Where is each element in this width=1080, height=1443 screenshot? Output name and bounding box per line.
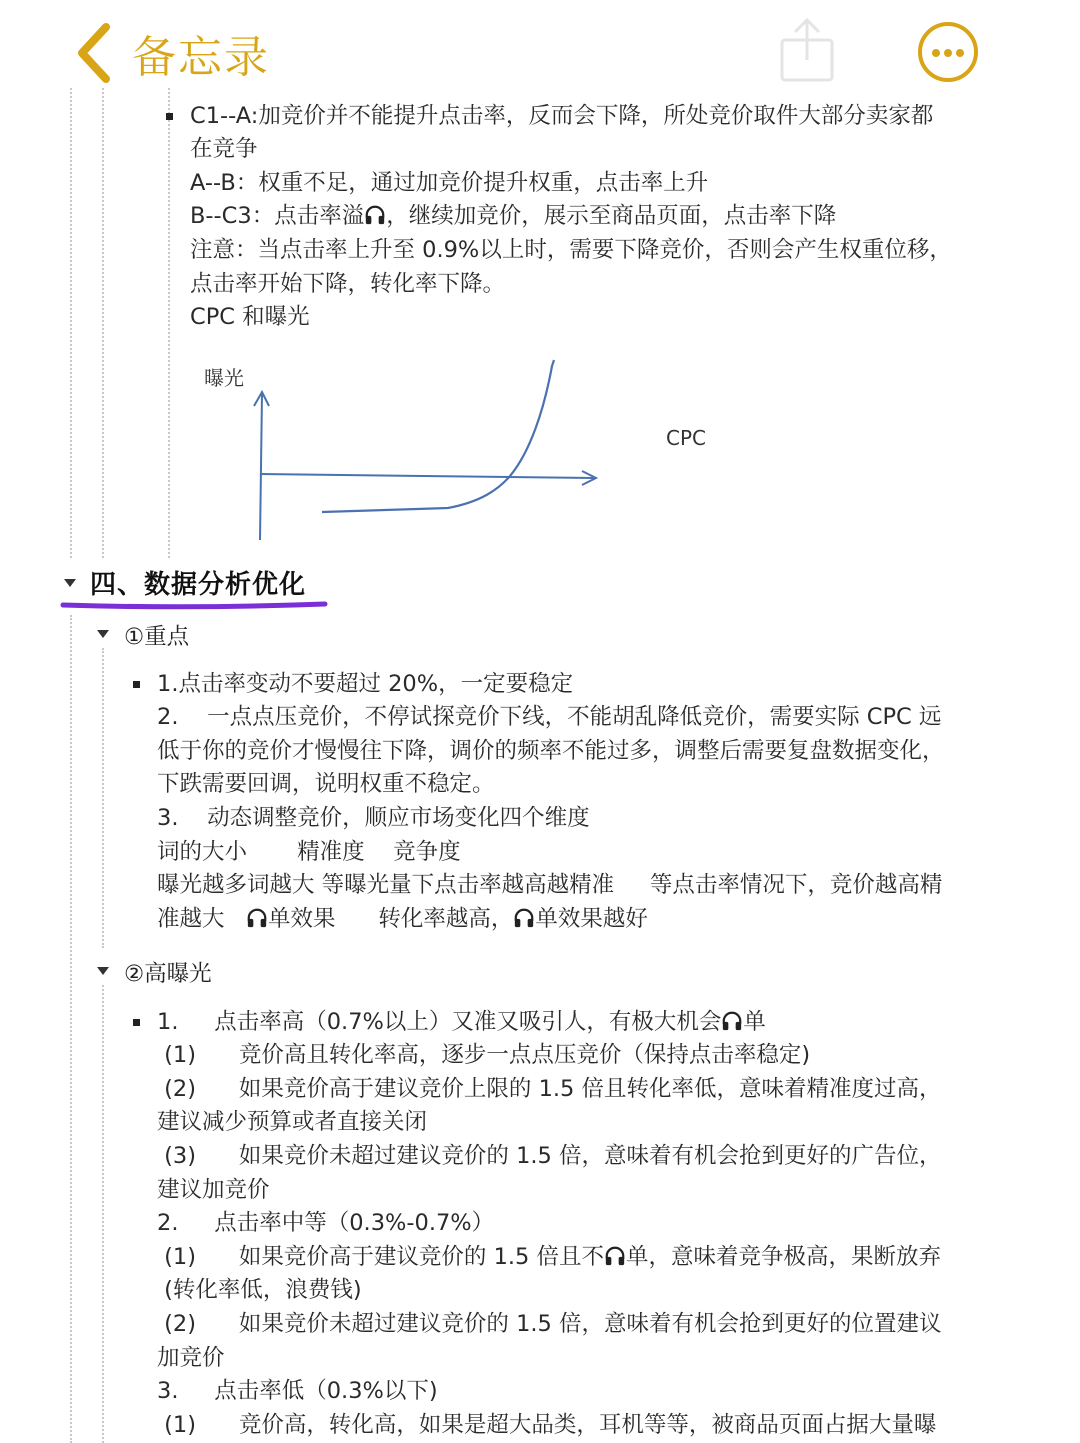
note-line: C1--A:加竞价并不能提升点击率，反而会下降，所处竞价取件大部分卖家都 [190, 103, 934, 129]
note-line: 低于你的竞价才慢慢往下降，调价的频率不能过多，调整后需要复盘数据变化， [157, 738, 945, 764]
note-line: 曝光越多词越大 等曝光量下点击率越高越精准 等点击率情况下，竞价越高精 [157, 872, 943, 898]
note-line: (2) 如果竞价高于建议竞价上限的 1.5 倍且转化率低，意味着精准度过高， [157, 1076, 942, 1102]
collapse-toggle-icon[interactable] [97, 630, 109, 638]
bullet [166, 113, 173, 120]
note-line: (转化率低，浪费钱) [157, 1277, 362, 1303]
cpc-exposure-sketch [190, 350, 750, 550]
note-line: 3. 动态调整竞价，顺应市场变化四个维度 [157, 805, 590, 831]
section-heading: 四、数据分析优化 [90, 570, 307, 600]
note-line: 词的大小 精准度 竞争度 [157, 839, 461, 865]
x-axis [260, 474, 594, 478]
note-text: 单，意味着竞争极高，果断放弃 [626, 1244, 942, 1270]
nav-bar [0, 0, 1080, 100]
subsection-title: ①重点 [124, 624, 190, 650]
note-line [157, 1241, 941, 1275]
note-text: 单 [743, 1009, 766, 1035]
note-line: 注意：当点击率上升至 0.9%以上时，需要下降竞价，否则会产生权重位移， [190, 237, 952, 263]
note-line: 1.点击率变动不要超过 20%，一定要稳定 [157, 671, 574, 697]
headphones-icon [246, 907, 268, 929]
note-line [157, 903, 648, 937]
back-button[interactable] [72, 22, 292, 84]
note-text: 准越大 [157, 906, 246, 932]
indent-guide [102, 985, 104, 1443]
note-line: (2) 如果竞价未超过建议竞价的 1.5 倍，意味着有机会抢到更好的位置建议 [157, 1311, 942, 1337]
exposure-curve [322, 360, 554, 512]
note-text: 单效果越好 [535, 906, 648, 932]
y-axis [260, 394, 262, 540]
note-line: 建议加竞价 [157, 1177, 270, 1203]
note-line: 3. 点击率低（0.3%以下) [157, 1378, 438, 1404]
note-line: (1) 竞价高且转化率高，逐步一点点压竞价（保持点击率稳定) [157, 1042, 811, 1068]
indent-guide [168, 88, 170, 558]
note-line: 建议减少预算或者直接关闭 [157, 1109, 428, 1135]
indent-guide [70, 88, 72, 558]
note-text: 1. 点击率高（0.7%以上）又准又吸引人，有极大机会 [157, 1009, 722, 1035]
headphones-icon [721, 1010, 743, 1032]
note-line: (3) 如果竞价未超过建议竞价的 1.5 倍，意味着有机会抢到更好的广告位， [157, 1143, 942, 1169]
chart-x-label: CPC [666, 426, 706, 450]
note-line: 点击率开始下降，转化率下降。 [190, 271, 506, 297]
heading-underline [60, 600, 328, 610]
more-icon[interactable] [916, 20, 980, 84]
note-line: 2. 点击率中等（0.3%-0.7%） [157, 1210, 495, 1236]
subsection-title: ②高曝光 [124, 961, 212, 987]
back-label: 备忘录 [132, 32, 270, 83]
note-text: 单效果 转化率越高， [267, 906, 514, 932]
note-line: 2. 一点点压竞价，不停试探竞价下线，不能胡乱降低竞价，需要实际 CPC 远 [157, 704, 942, 730]
chevron-left-icon [72, 23, 118, 83]
note-line: A--B：权重不足，通过加竞价提升权重，点击率上升 [190, 170, 709, 196]
note-line: 下跌需要回调，说明权重不稳定。 [157, 771, 495, 797]
note-line [157, 1006, 766, 1040]
collapse-toggle-icon[interactable] [97, 967, 109, 975]
collapse-toggle-icon[interactable] [64, 579, 76, 587]
note-line: CPC 和曝光 [190, 304, 310, 330]
note-line: 在竞争 [190, 136, 258, 162]
indent-guide [70, 615, 72, 1443]
headphones-icon [364, 204, 386, 226]
bullet [133, 681, 140, 688]
note-line [190, 200, 836, 234]
chart-y-label: 曝光 [204, 366, 244, 390]
bullet [133, 1019, 140, 1026]
share-icon[interactable] [778, 16, 836, 84]
headphones-icon [604, 1245, 626, 1267]
note-line: 加竞价 [157, 1345, 225, 1371]
note-text: B--C3：点击率溢 [190, 203, 365, 229]
indent-guide [102, 648, 104, 948]
headphones-icon [513, 907, 535, 929]
note-line: (1) 竞价高，转化高，如果是超大品类，耳机等等，被商品页面占据大量曝 [157, 1412, 937, 1438]
note-text: (1) 如果竞价高于建议竞价的 1.5 倍且不 [157, 1244, 605, 1270]
indent-guide [102, 88, 104, 558]
note-text: ，继续加竞价，展示至商品页面，点击率下降 [386, 203, 837, 229]
